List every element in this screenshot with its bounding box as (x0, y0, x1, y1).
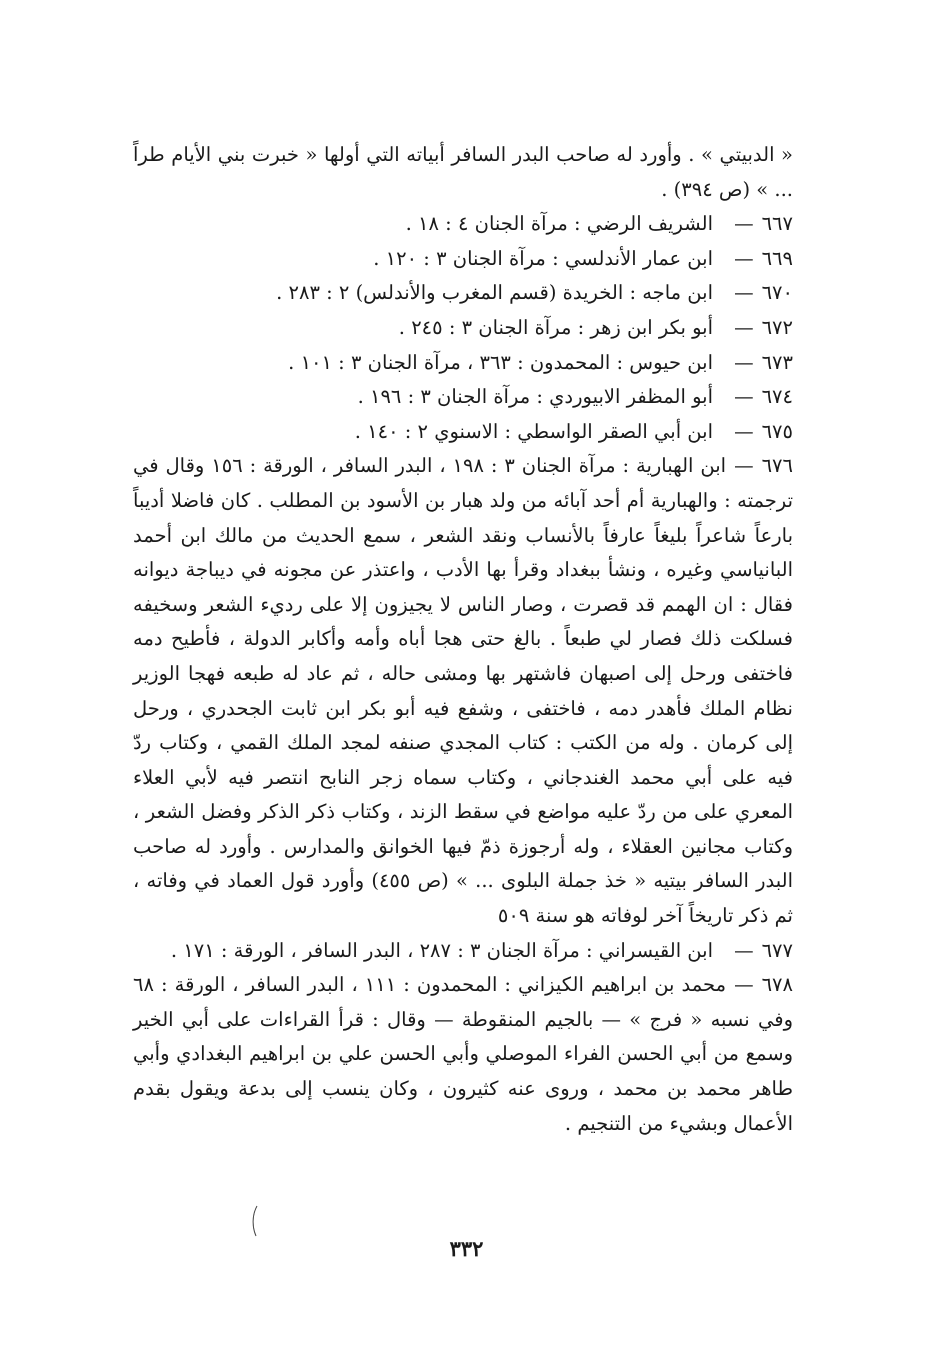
entry-number: ٦٧٧ (761, 938, 793, 962)
entry-number: ٦٧٦ (761, 454, 793, 478)
entry-text: أبو بكر ابن زهر : مرآة الجنان ٣ : ٢٤٥ . (398, 315, 713, 339)
entry-head (717, 207, 793, 242)
entry-text: أبو المظفر الابيوردي : مرآة الجنان ٣ : ١٩٦ . (357, 385, 713, 409)
entry-number: ٦٧٤ (761, 385, 793, 409)
entry-number: ٦٧٢ (761, 315, 793, 339)
entry-text: محمد بن ابراهيم الكيزاني : المحمدون : ١١١ ، البدر السافر ، الورقة : ٦٨ وفي نسبه « فرج » — بالجيم المنقوطة — وقال : قرأ القراءات على أبي الخير وسمع من أبي الحسن الفراء الموصلي وأبي الحسن علي بن ابراهيم البغدادي وأبي طاهر محمد بن محمد ، وروى عنه كثيرون ، وكان ينسب إلى بدعة ويقول بقدم الأعمال وبشيء من التنجيم . (133, 973, 793, 1135)
entry-670 (133, 276, 793, 311)
entry-text: ابن القيسراني : مرآة الجنان ٣ : ٢٨٧ ، البدر السافر ، الورقة : ١٧١ . (170, 938, 713, 962)
entry-head (734, 968, 793, 1003)
entry-674 (133, 380, 793, 415)
page-number: ٣٣٢ (449, 1236, 484, 1261)
pen-mark (250, 1205, 260, 1237)
entry-head (717, 346, 793, 381)
entry-head (717, 276, 793, 311)
entry-dash: — (734, 212, 754, 236)
entry-number: ٦٦٩ (761, 246, 793, 270)
page-body (133, 138, 793, 1141)
entry-dash: — (734, 350, 754, 374)
entry-text: ابن حيوس : المحمدون : ٣٦٣ ، مرآة الجنان ٣ : ١٠١ . (288, 350, 713, 374)
entry-number: ٦٦٧ (761, 212, 793, 236)
entry-678 (133, 968, 793, 1141)
entry-672 (133, 311, 793, 346)
entry-dash: — (734, 938, 754, 962)
entry-dash: — (734, 454, 754, 478)
entry-dash: — (734, 281, 754, 305)
entry-head (717, 415, 793, 450)
entry-text: ابن أبي الصقر الواسطي : الاسنوي ٢ : ١٤٠ . (354, 419, 713, 443)
intro-paragraph: « الدبيتي » . وأورد له صاحب البدر السافر أبياته التي أولها « خبرت بني الأيام طراً ... » (ص ٣٩٤) . (133, 143, 793, 201)
entry-dash: — (734, 385, 754, 409)
entry-number: ٦٧٨ (761, 973, 793, 997)
entry-676 (133, 449, 793, 933)
entry-text: ابن ماجه : الخريدة (قسم المغرب والأندلس) ٢ : ٢٨٣ . (276, 281, 713, 305)
entry-dash: — (734, 246, 754, 270)
entry-paragraph (133, 968, 793, 1141)
entry-669 (133, 242, 793, 277)
entry-number: ٦٧٣ (761, 350, 793, 374)
entry-head (717, 934, 793, 969)
entry-text: الشريف الرضي : مرآة الجنان ٤ : ١٨ . (405, 212, 713, 236)
entry-dash: — (734, 315, 754, 339)
entry-667 (133, 207, 793, 242)
entry-677 (133, 934, 793, 969)
entry-number: ٦٧٥ (761, 419, 793, 443)
entry-673 (133, 346, 793, 381)
entry-dash: — (734, 419, 754, 443)
entry-text: ابن الهبارية : مرآة الجنان ٣ : ١٩٨ ، البدر السافر ، الورقة : ١٥٦ وقال في ترجمته : والهبارية أم أحد آبائه من ولد هبار بن الأسود بن المطلب . كان فاضلا أديباً بارعاً شاعراً بليغاً عارفاً بالأنساب ونقد الشعر ، سمع الحديث من مالك ابن أحمد البانياسي وغيره ، ونشأ ببغداد وقرأ بها الأدب ، واعتذر عن مجونه في ديباجة ديوانه فقال : ان الهمم قد قصرت ، وصار الناس لا يجيزون إلا على رديء الشعر وسخيفه فسلكت ذلك فصار لي طبعاً . بالغ حتى هجا أباه وأمه وأكابر الدولة ، فأطيح دمه فاختفى ورحل إلى اصبهان فاشتهر بها ومشى حاله ، ثم عاد له طبعه فهجا الوزير نظام الملك فأهدر دمه ، فاختفى ، وشفع فيه أبو بكر ابن ثابت الجحدري ، ورحل إلى كرمان . وله من الكتب : كتاب المجدي صنفه لمجد الملك القمي ، وكتاب ردّ فيه على أبي محمد الغندجاني ، وكتاب سماه زجر النابح انتصر فيه لأبي العلاء المعري على من ردّ عليه مواضع في سقط الزند ، وكتاب ذكر الذكر وفضل الشعر ، وكتاب مجانين العقلاء ، وله أرجوزة ذمّ فيها الخوانق والمدارس . وأورد له صاحب البدر السافر بيتيه « خذ جملة البلوى ... » (ص ٤٥٥) وأورد قول العماد في وفاته ، ثم ذكر تاريخاً آخر لوفاته هو سنة ٥٠٩ (133, 454, 793, 928)
entry-head (717, 380, 793, 415)
entry-number: ٦٧٠ (761, 281, 793, 305)
entry-dash: — (734, 973, 754, 997)
entry-head (717, 311, 793, 346)
entry-head (734, 449, 793, 484)
entry-paragraph (133, 449, 793, 933)
entry-text: ابن عمار الأندلسي : مرآة الجنان ٣ : ١٢٠ . (373, 246, 713, 270)
entry-675 (133, 415, 793, 450)
entry-head (717, 242, 793, 277)
